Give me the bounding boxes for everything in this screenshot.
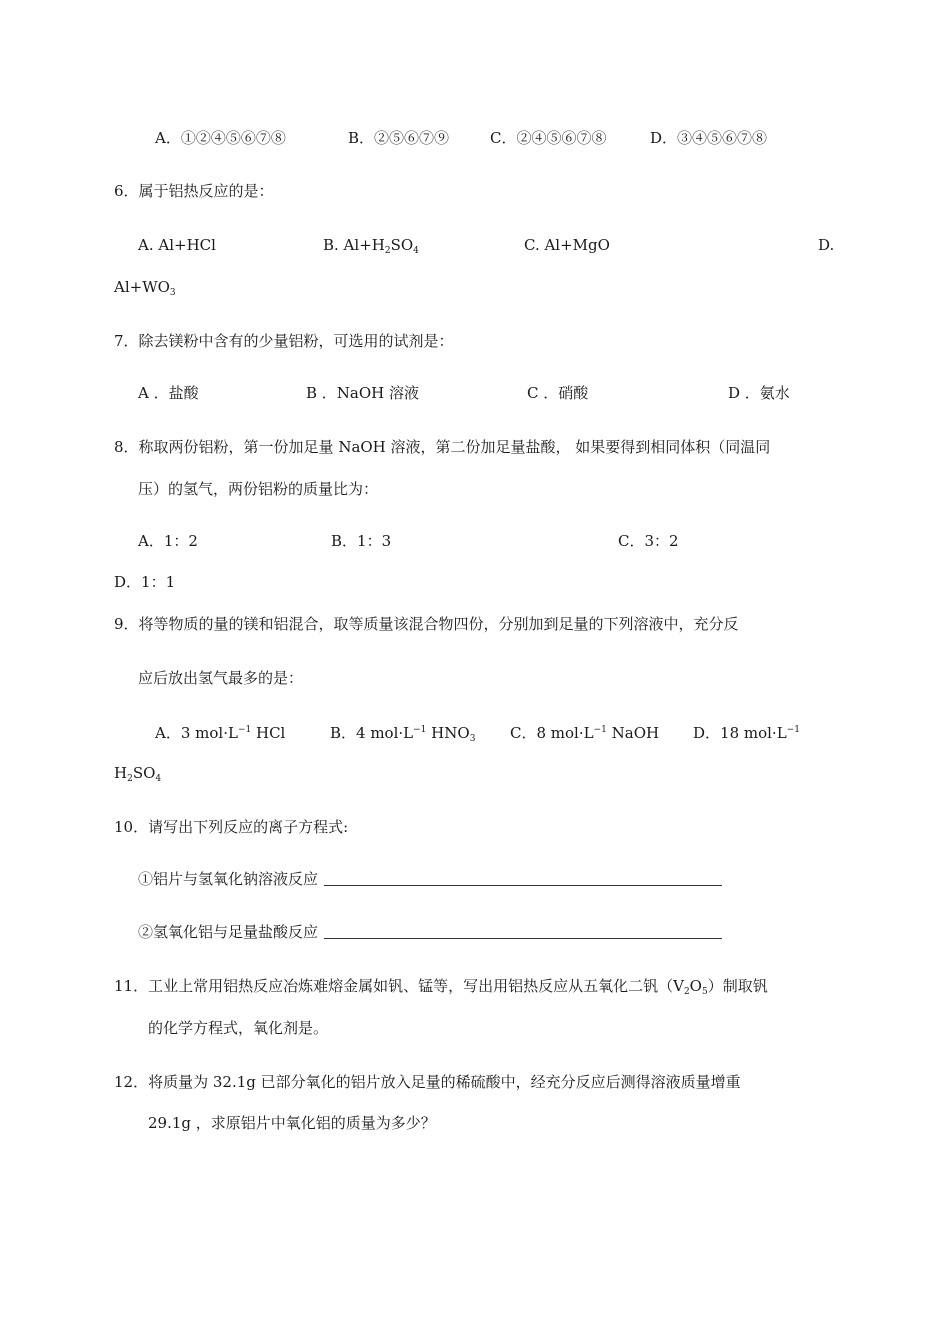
q5-option-d: D．③④⑤⑥⑦⑧ [650, 129, 768, 147]
q7-option-d: D ．氨水 [728, 384, 790, 402]
q7-option-c: C ．硝酸 [527, 384, 589, 402]
q5-option-c: C．②④⑤⑥⑦⑧ [490, 129, 607, 147]
q9-stem-line2: 应后放出氢气最多的是： [138, 669, 304, 687]
q12-stem-line2: 29.1g ，求原铝片中氧化铝的质量为多少？ [148, 1114, 436, 1132]
q10-stem: 10．请写出下列反应的离子方程式: [114, 818, 349, 836]
q8-option-a: A．1：2 [138, 532, 198, 550]
q8-option-d: D．1：1 [114, 573, 176, 591]
q9-option-d: D．18 $mol\cdot L^{-1}$ [693, 724, 800, 742]
q6-option-a: A. Al+HCl [138, 236, 216, 254]
q8-stem-line1: 8．称取两份铝粉，第一份加足量 NaOH 溶液，第二份加足量盐酸， 如果要得到相同体积（同温同 [114, 438, 771, 456]
q11-stem-line1: 11．工业上常用铝热反应冶炼难熔金属如钒、锰等，写出用铝热反应从五氧化二钒$(V_2O_5)$制取钒 [114, 977, 768, 997]
q9-option-c: C．8 $mol\cdot L^{-1}$ NaOH [510, 724, 660, 742]
q9-option-b: B．4 $mol\cdot L^{-1}$ $HNO_3$ [330, 724, 476, 744]
q8-option-b: B．1：3 [331, 532, 392, 550]
q6-option-c: C. Al+MgO [524, 236, 610, 254]
q10-item-2: ②氢氧化铝与足量盐酸反应 [138, 922, 722, 942]
q7-stem: 7．除去镁粉中含有的少量铝粉，可选用的试剂是： [114, 332, 454, 350]
q6-stem: 6．属于铝热反应的是： [114, 182, 274, 200]
q9-option-a: A．3 $mol\cdot L^{-1}$ HCl [155, 724, 286, 742]
q10-item-1: ①铝片与氢氧化钠溶液反应 [138, 869, 722, 889]
q5-option-a: A．①②④⑤⑥⑦⑧ [155, 129, 286, 147]
q9-option-d-formula: $H_2SO_4$ [114, 764, 162, 784]
q5-option-b: B．②⑤⑥⑦⑨ [348, 129, 450, 147]
q9-stem-line1: 9．将等物质的量的镁和铝混合，取等质量该混合物四份，分别加到足量的下列溶液中，充分反 [114, 615, 739, 633]
q8-option-c: C．3：2 [618, 532, 679, 550]
q7-option-a: A ．盐酸 [138, 384, 199, 402]
answer-blank-1[interactable] [324, 871, 722, 886]
q7-option-b: B ．NaOH 溶液 [306, 384, 420, 402]
q6-option-d-formula: $Al+WO_3$ [114, 278, 176, 298]
q6-option-d-label: D. [818, 236, 835, 254]
q11-stem-line2: 的化学方程式，氧化剂是。 [148, 1019, 329, 1037]
q8-stem-line2: 压）的氢气，两份铝粉的质量比为： [138, 480, 379, 498]
q6-option-b: B. $Al+H_2SO_4$ [323, 236, 419, 256]
answer-blank-2[interactable] [324, 924, 722, 939]
q12-stem-line1: 12．将质量为 32.1g 已部分氧化的铝片放入足量的稀硫酸中，经充分反应后测得溶液质量增重 [114, 1073, 741, 1091]
